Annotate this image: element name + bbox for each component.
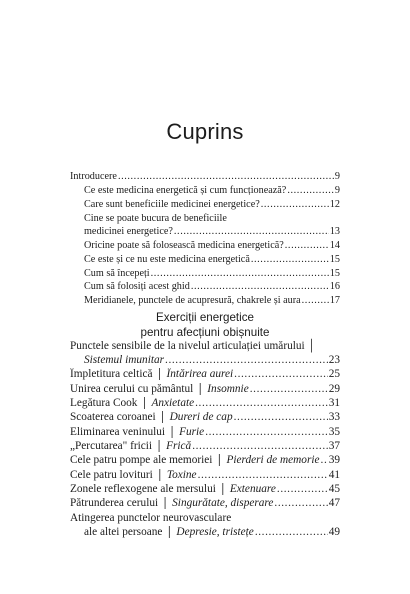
separator-bar: │ [140, 397, 149, 409]
dot-leader [151, 268, 329, 279]
toc-entry-label: medicinei energetice? [84, 226, 173, 237]
dot-leader [198, 469, 328, 481]
exercise-name: Eliminarea veninului [70, 426, 166, 438]
exercise-name: Pătrunderea cerului [70, 497, 159, 509]
toc-entry[interactable] [84, 526, 340, 538]
separator-bar: │ [155, 440, 164, 452]
condition-name: Dureri de cap [169, 411, 233, 423]
toc-entry[interactable] [70, 497, 340, 509]
page-title: Cuprins [166, 119, 244, 144]
separator-bar: │ [158, 411, 167, 423]
exercise-name: Atingerea punctelor neurovasculare [70, 512, 232, 524]
dot-leader [285, 240, 329, 251]
toc-entry-page: 15 [329, 268, 340, 279]
separator-bar: │ [161, 497, 170, 509]
toc-entry-page: 23 [328, 354, 340, 366]
toc-entry[interactable] [84, 199, 340, 210]
toc-entry-page: 16 [329, 281, 340, 292]
toc-entry-page: 29 [328, 383, 340, 395]
toc-entry[interactable] [84, 226, 340, 237]
toc-entry-label: Meridianele, punctele de acupresură, chakrele și aura [84, 295, 301, 306]
dot-leader [205, 426, 328, 438]
separator-bar: │ [155, 469, 164, 481]
toc-entry[interactable] [70, 397, 340, 409]
toc-entry[interactable] [70, 411, 340, 423]
separator-bar: │ [168, 426, 177, 438]
dot-leader [191, 281, 329, 292]
toc-entry-page: 9 [334, 185, 340, 196]
toc-entry-page: 15 [329, 254, 340, 265]
separator-bar: │ [165, 526, 174, 538]
section-heading-line: pentru afecțiuni obișnuite [140, 326, 270, 339]
toc-entry-label: Oricine poate să folosească medicina energetică? [84, 240, 284, 251]
dot-leader [287, 185, 334, 196]
toc-entry[interactable] [70, 340, 319, 352]
condition-name: Insomnie [207, 383, 249, 395]
toc-entry[interactable] [84, 268, 340, 279]
toc-entry[interactable] [70, 512, 231, 524]
exercise-name: Punctele sensibile de la nivelul articulației umărului [70, 340, 305, 352]
dot-leader [250, 383, 328, 395]
toc-entry[interactable] [70, 368, 340, 380]
separator-bar: │ [196, 383, 205, 395]
condition-name: Singurătate, disperare [172, 497, 274, 509]
toc-entry[interactable] [70, 383, 340, 395]
exercise-name: Zonele reflexogene ale mersului [70, 483, 216, 495]
toc-entry-page: 49 [328, 526, 340, 538]
dot-leader [274, 497, 327, 509]
toc-entry[interactable] [70, 469, 340, 481]
condition-name: Extenuare [229, 483, 276, 495]
toc-entry[interactable] [70, 483, 340, 495]
toc-entry-label: Cum să folosiți acest ghid [84, 281, 190, 292]
toc-entry-page: 37 [328, 440, 340, 452]
toc-entry-page: 41 [328, 469, 340, 481]
toc-entry[interactable] [84, 185, 340, 196]
toc-entry-page: 25 [328, 368, 340, 380]
exercise-name: Unirea cerului cu pământul [70, 383, 194, 395]
condition-name: Depresie, tristețe [176, 526, 254, 538]
toc-entry-label: Ce este și ce nu este medicina energetică [84, 254, 250, 265]
toc-entry-label: Cine se poate bucura de beneficiile [84, 213, 227, 224]
toc-entry[interactable] [84, 354, 340, 366]
toc-entry-page: 9 [334, 171, 340, 182]
separator-bar: │ [218, 483, 227, 495]
condition-name: Întărirea aurei [166, 368, 234, 380]
dot-leader [174, 226, 329, 237]
toc-entry-page: 33 [328, 411, 340, 423]
dot-leader [192, 440, 328, 452]
toc-entry[interactable] [70, 426, 340, 438]
toc-entry-label: Cum să începeți [84, 268, 150, 279]
section-heading [0, 310, 410, 340]
condition-name: Frică [166, 440, 192, 452]
dot-leader [251, 254, 329, 265]
exercise-name: Împletitura celtică [70, 368, 153, 380]
toc-entry-page: 31 [328, 397, 340, 409]
toc-entry[interactable] [70, 440, 340, 452]
separator-bar: │ [307, 340, 316, 352]
dot-leader [277, 483, 328, 495]
condition-name: Sistemul imunitar [84, 354, 165, 366]
toc-entry-page: 14 [329, 240, 340, 251]
section-heading-line: Exerciții energetice [156, 311, 254, 324]
toc-entry-label: Care sunt beneficiile medicinei energetice? [84, 199, 260, 210]
separator-bar: │ [155, 368, 164, 380]
toc-entry-label: Ce este medicina energetică și cum funcționează? [84, 185, 287, 196]
condition-name: Pierderi de memorie [226, 454, 320, 466]
dot-leader [195, 397, 328, 409]
toc-entry-page: 45 [328, 483, 340, 495]
toc-entry[interactable] [84, 295, 340, 306]
exercise-name: ale altei persoane [84, 526, 163, 538]
dot-leader [302, 295, 329, 306]
condition-name: Furie [179, 426, 205, 438]
exercise-name: Cele patru lovituri [70, 469, 153, 481]
toc-entry-label: Introducere [70, 171, 117, 182]
exercise-name: Scoaterea coroanei [70, 411, 156, 423]
toc-entry-page: 39 [328, 454, 340, 466]
dot-leader [234, 411, 328, 423]
toc-entry[interactable] [70, 171, 340, 182]
dot-leader [234, 368, 328, 380]
toc-entry[interactable] [84, 254, 340, 265]
condition-name: Toxine [166, 469, 197, 481]
toc-entry[interactable] [84, 240, 340, 251]
toc-entry[interactable] [70, 454, 340, 466]
dot-leader [118, 171, 334, 182]
exercise-name: „Percutarea" fricii [70, 440, 153, 452]
dot-leader [261, 199, 329, 210]
toc-entry-page: 35 [328, 426, 340, 438]
condition-name: Anxietate [151, 397, 195, 409]
toc-entry[interactable] [84, 281, 340, 292]
toc-entry-page: 17 [329, 295, 340, 306]
toc-entry-page: 13 [329, 226, 340, 237]
separator-bar: │ [215, 454, 224, 466]
toc-entry-page: 47 [328, 497, 340, 509]
exercise-name: Cele patru pompe ale memoriei [70, 454, 213, 466]
dot-leader [321, 454, 328, 466]
toc-entry-page: 12 [329, 199, 340, 210]
dot-leader [255, 526, 328, 538]
exercise-name: Legătura Cook [70, 397, 138, 409]
dot-leader [165, 354, 328, 366]
